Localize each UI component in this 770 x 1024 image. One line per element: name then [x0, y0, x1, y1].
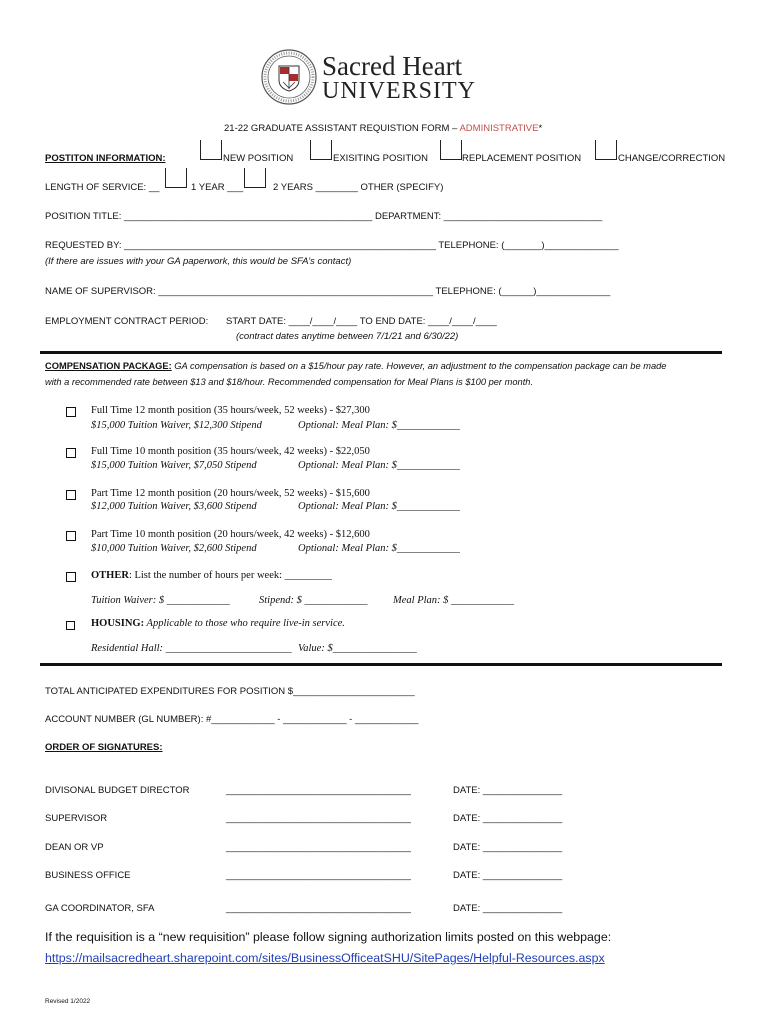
option-2-line1: Full Time 10 month position (35 hours/week, 42 weeks) - $22,050: [91, 446, 370, 457]
residential-hall-field[interactable]: Residential Hall: ________________________: [91, 643, 292, 654]
total-expenditures-field[interactable]: TOTAL ANTICIPATED EXPENDITURES FOR POSITION $_______________________: [45, 686, 415, 697]
two-year-other-label: 2 YEARS ________ OTHER (SPECIFY): [273, 182, 444, 193]
housing-line: [91, 618, 345, 629]
option-1-line1: Full Time 12 month position (35 hours/week, 52 weeks) - $27,300: [91, 405, 370, 416]
other-meal-plan-field[interactable]: Meal Plan: $ ____________: [393, 595, 515, 606]
signature-line-ga-coordinator[interactable]: ___________________________________: [226, 903, 411, 914]
signature-label-supervisor: SUPERVISOR: [45, 813, 108, 824]
footer-note: If the requisition is a “new requisition” please follow signing authorization limits posted on this webpage:: [45, 930, 612, 944]
requested-by-field[interactable]: REQUESTED BY: ___________________________________________________________ TELEPHONE: (_______)______________: [45, 240, 619, 251]
section-divider-bottom: [40, 663, 722, 666]
option-4-checkbox[interactable]: [66, 531, 76, 541]
form-title-red: ADMINISTRATIVE: [459, 123, 539, 134]
existing-position-label: EXISITING POSITION: [333, 153, 429, 164]
form-title-main: 21-22 GRADUATE ASSISTANT REQUISTION FORM –: [224, 123, 460, 134]
signatures-heading: ORDER OF SIGNATURES:: [45, 742, 163, 753]
position-title-field[interactable]: POSITION TITLE: _______________________________________________ DEPARTMENT: ______________________________: [45, 211, 603, 222]
signature-line-dean-vp[interactable]: ___________________________________: [226, 842, 411, 853]
compensation-heading: COMPENSATION PACKAGE:: [45, 361, 172, 371]
length-of-service-label: LENGTH OF SERVICE: __: [45, 182, 160, 193]
option-1-meal-field[interactable]: Optional: Meal Plan: $____________: [298, 420, 460, 431]
option-2-meal-field[interactable]: Optional: Meal Plan: $____________: [298, 460, 460, 471]
replacement-position-label: REPLACEMENT POSITION: [462, 153, 582, 164]
option-4-line1: Part Time 10 month position (20 hours/week, 42 weeks) - $12,600: [91, 529, 370, 540]
signature-line-supervisor[interactable]: ___________________________________: [226, 813, 411, 824]
form-title-star: *: [538, 123, 543, 134]
one-year-checkbox[interactable]: [165, 168, 187, 188]
contract-dates-note: (contract dates anytime between 7/1/21 and 6/30/22): [236, 331, 459, 342]
signature-label-ga-coordinator: GA COORDINATOR, SFA: [45, 903, 155, 914]
account-number-field[interactable]: ACCOUNT NUMBER (GL NUMBER): #____________ - ____________ - ____________: [45, 714, 419, 725]
housing-checkbox[interactable]: [66, 621, 75, 630]
form-title: [224, 123, 542, 134]
signature-date-budget-director[interactable]: DATE: _______________: [453, 785, 563, 796]
replacement-position-checkbox[interactable]: [440, 140, 462, 160]
option-3-line1: Part Time 12 month position (20 hours/week, 52 weeks) - $15,600: [91, 488, 370, 499]
university-seal-logo: [261, 49, 317, 105]
option-2-line2: $15,000 Tuition Waiver, $7,050 Stipend: [91, 460, 257, 471]
housing-value-field[interactable]: Value: $________________: [298, 643, 417, 654]
option-3-meal-field[interactable]: Optional: Meal Plan: $____________: [298, 501, 460, 512]
option-2-checkbox[interactable]: [66, 448, 76, 458]
revised-date: Revised 1/2022: [45, 998, 91, 1005]
supervisor-field[interactable]: NAME OF SUPERVISOR: ____________________________________________________ TELEPHONE: (______)______________: [45, 286, 611, 297]
option-1-checkbox[interactable]: [66, 407, 76, 417]
signature-label-business-office: BUSINESS OFFICE: [45, 870, 131, 881]
option-3-line2: $12,000 Tuition Waiver, $3,600 Stipend: [91, 501, 257, 512]
section-divider-top: [40, 351, 722, 354]
option-4-line2: $10,000 Tuition Waiver, $2,600 Stipend: [91, 543, 257, 554]
other-hours-field[interactable]: : List the number of hours per week: _________: [128, 570, 332, 581]
contract-dates-field[interactable]: START DATE: ____/____/____ TO END DATE: ____/____/____: [226, 316, 497, 327]
two-year-checkbox[interactable]: [244, 168, 266, 188]
requested-by-note: (If there are issues with your GA paperwork, this would be SFA’s contact): [45, 256, 352, 267]
other-checkbox[interactable]: [66, 572, 76, 582]
change-correction-label: CHANGE/CORRECTION: [618, 153, 726, 164]
signature-date-dean-vp[interactable]: DATE: _______________: [453, 842, 563, 853]
logo-name-line1: Sacred Heart: [322, 51, 463, 81]
option-1-line2: $15,000 Tuition Waiver, $12,300 Stipend: [91, 420, 262, 431]
existing-position-checkbox[interactable]: [310, 140, 332, 160]
housing-text: Applicable to those who require live-in service.: [144, 618, 345, 629]
signature-date-business-office[interactable]: DATE: _______________: [453, 870, 563, 881]
other-tuition-waiver-field[interactable]: Tuition Waiver: $ ____________: [91, 595, 230, 606]
change-correction-checkbox[interactable]: [595, 140, 617, 160]
new-position-checkbox[interactable]: [200, 140, 222, 160]
other-line: [91, 570, 332, 581]
option-4-meal-field[interactable]: Optional: Meal Plan: $____________: [298, 543, 460, 554]
housing-heading: HOUSING:: [91, 618, 145, 629]
compensation-paragraph-line2: with a recommended rate between $13 and $18/hour. Recommended compensation for Meal Plans is $100 per month.: [45, 377, 534, 387]
signature-line-business-office[interactable]: ___________________________________: [226, 870, 411, 881]
signature-label-budget-director: DIVISONAL BUDGET DIRECTOR: [45, 785, 190, 796]
signature-date-ga-coordinator[interactable]: DATE: _______________: [453, 903, 563, 914]
compensation-paragraph-line1: [45, 361, 666, 371]
new-position-label: NEW POSITION: [223, 153, 294, 164]
compensation-text1: GA compensation is based on a $15/hour pay rate. However, an adjustment to the compensation package can be made: [171, 361, 667, 371]
signature-line-budget-director[interactable]: ___________________________________: [226, 785, 411, 796]
option-3-checkbox[interactable]: [66, 490, 76, 500]
one-year-label: 1 YEAR ___: [191, 182, 244, 193]
signature-label-dean-vp: DEAN OR VP: [45, 842, 104, 853]
other-heading: OTHER: [91, 570, 129, 581]
helpful-resources-link[interactable]: https://mailsacredheart.sharepoint.com/sites/BusinessOfficeatSHU/SitePages/Helpful-Resources.aspx: [45, 951, 605, 965]
logo-name-line2: UNIVERSITY: [322, 78, 476, 104]
signature-date-supervisor[interactable]: DATE: _______________: [453, 813, 563, 824]
position-info-label: POSTITON INFORMATION:: [45, 153, 166, 164]
contract-period-label: EMPLOYMENT CONTRACT PERIOD:: [45, 316, 209, 327]
other-stipend-field[interactable]: Stipend: $ ____________: [259, 595, 368, 606]
